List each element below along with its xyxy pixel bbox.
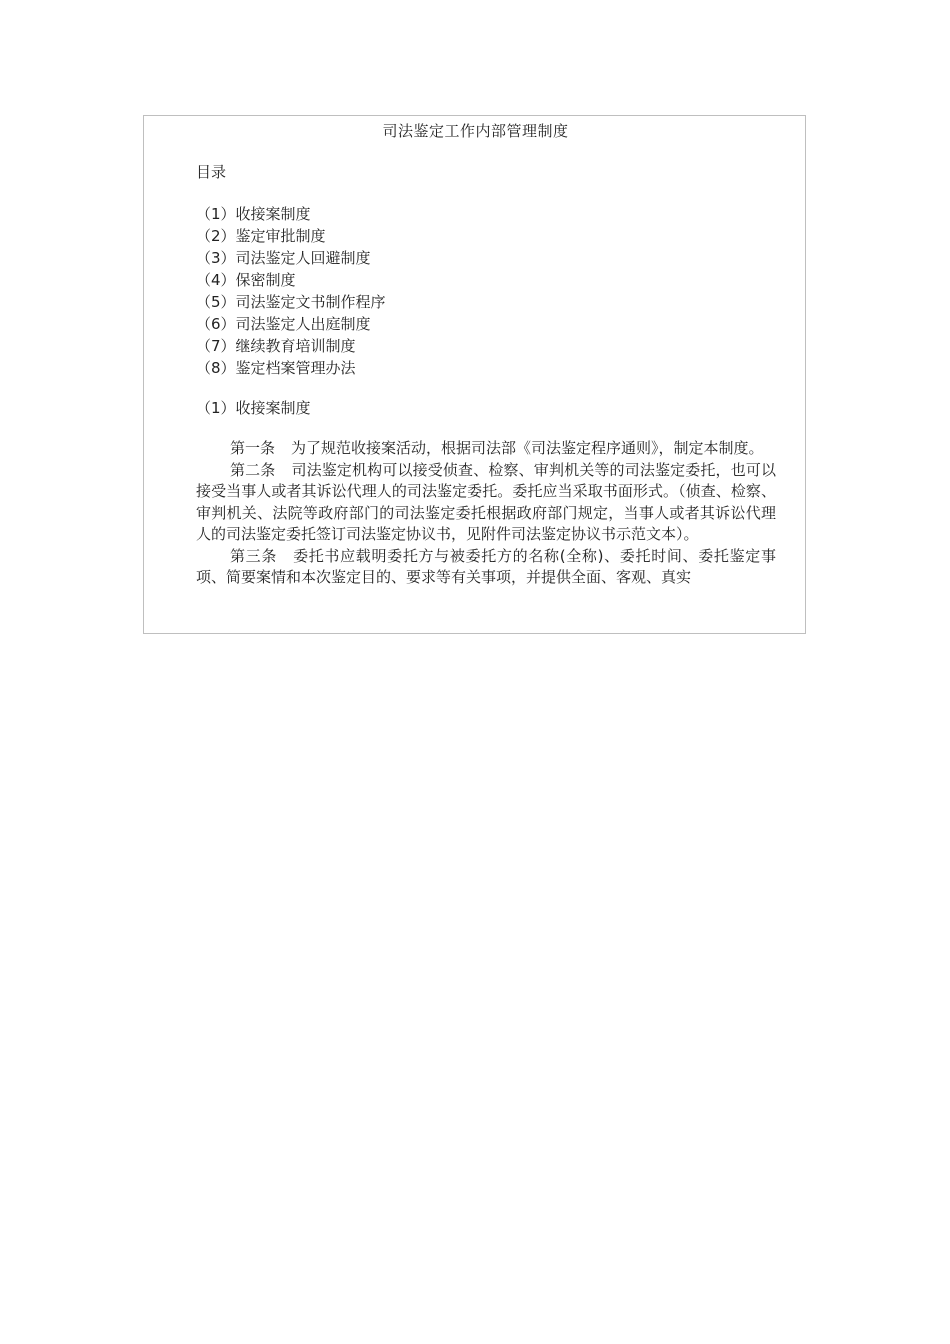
toc-item: （1）收接案制度 <box>196 205 311 223</box>
toc-item: （6）司法鉴定人出庭制度 <box>196 315 371 333</box>
article-paragraph <box>196 460 776 546</box>
toc-item: （8）鉴定档案管理办法 <box>196 359 356 377</box>
article-number: 第三条 <box>230 546 278 565</box>
article-text: 为了规范收接案活动，根据司法部《司法鉴定程序通则》，制定本制度。 <box>291 439 764 457</box>
toc-list <box>196 203 386 379</box>
toc-item: （4）保密制度 <box>196 271 296 289</box>
toc-item: （3）司法鉴定人回避制度 <box>196 249 371 267</box>
toc-heading: 目录 <box>196 163 227 181</box>
article-text: 司法鉴定机构可以接受侦查、检察、审判机关等的司法鉴定委托，也可以接受当事人或者其诉讼代理人的司法鉴定委托。委托应当采取书面形式。（侦查、检察、审判机关、法院等政府部门的司法鉴定委托根据政府部门规定，当事人或者其诉讼代理人的司法鉴定委托签订司法鉴定协议书，见附件司法鉴定协议书示范文本）。 <box>196 460 776 543</box>
document-page <box>143 115 806 634</box>
article-number: 第二条 <box>230 460 276 479</box>
article-paragraph <box>196 438 776 460</box>
article-text: 委托书应载明委托方与被委托方的名称(全称)、委托时间、委托鉴定事项、简要案情和本次鉴定目的、要求等有关事项，并提供全面、客观、真实 <box>196 546 776 586</box>
toc-item: （2）鉴定审批制度 <box>196 227 326 245</box>
document-title: 司法鉴定工作内部管理制度 <box>382 122 569 140</box>
toc-item: （5）司法鉴定文书制作程序 <box>196 293 386 311</box>
article-number: 第一条 <box>230 439 276 457</box>
toc-item: （7）继续教育培训制度 <box>196 337 356 355</box>
section-heading: （1）收接案制度 <box>196 399 311 417</box>
article-list <box>196 438 776 589</box>
article-paragraph <box>196 546 776 589</box>
